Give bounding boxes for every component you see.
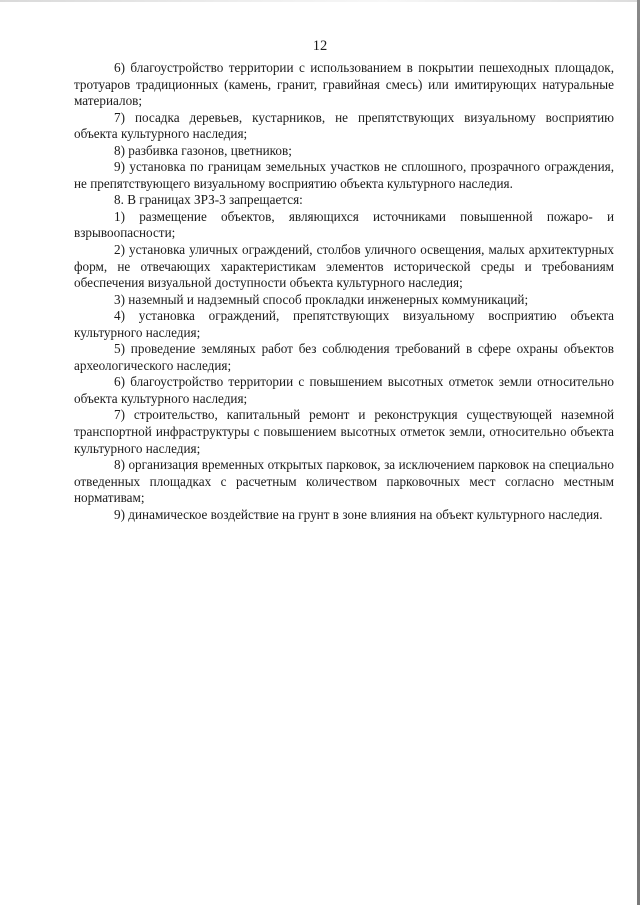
prohibited-item-7: 7) строительство, капитальный ремонт и реконструкция существующей наземной транспортной инфраструктуры с повышением высотных отметок земли, относительно объекта культурного наследия; [74, 407, 614, 456]
paragraph-item-8-lawns: 8) разбивка газонов, цветников; [114, 142, 292, 158]
scan-edge-top [0, 0, 640, 2]
prohibited-item-9: 9) динамическое воздействие на грунт в зоне влияния на объект культурного наследия. [114, 506, 603, 522]
prohibited-item-5: 5) проведение земляных работ без соблюдения требований в сфере охраны объектов археологического наследия; [74, 341, 614, 373]
paragraph-item-9-fencing: 9) установка по границам земельных участков не сплошного, прозрачного ограждения, не препятствующего визуальному восприятию объекта культурного наследия. [74, 159, 614, 191]
prohibited-item-4: 4) установка ограждений, препятствующих визуальному восприятию объекта культурного наследия; [74, 308, 614, 340]
prohibited-item-2: 2) установка уличных ограждений, столбов уличного освещения, малых архитектурных форм, не отвечающих характеристикам элементов исторической среды и требованиям обеспечения визуальной доступности объекта культурного наследия; [74, 242, 614, 291]
page-number: 12 [312, 38, 328, 54]
paragraph-item-6-landscaping: 6) благоустройство территории с использованием в покрытии пешеходных площадок, тротуаров традиционных (камень, гранит, гравийная смесь) или имитирующих натуральные материалов; [74, 60, 614, 109]
section-heading-zrz3-prohibited: 8. В границах ЗРЗ-3 запрещается: [114, 192, 303, 208]
prohibited-item-1: 1) размещение объектов, являющихся источниками повышенной пожаро- и взрывоопасности; [74, 208, 614, 241]
document-body [74, 60, 614, 523]
prohibited-item-6: 6) благоустройство территории с повышением высотных отметок земли относительно объекта культурного наследия; [74, 374, 614, 406]
prohibited-item-8: 8) организация временных открытых парковок, за исключением парковок на специально отведенных площадках с расчетным количеством парковочных мест согласно местным нормативам; [74, 457, 614, 506]
paragraph-item-7-tree-planting: 7) посадка деревьев, кустарников, не препятствующих визуальному восприятию объекта культурного наследия; [74, 109, 614, 142]
prohibited-item-3: 3) наземный и надземный способ прокладки инженерных коммуникаций; [114, 291, 529, 307]
